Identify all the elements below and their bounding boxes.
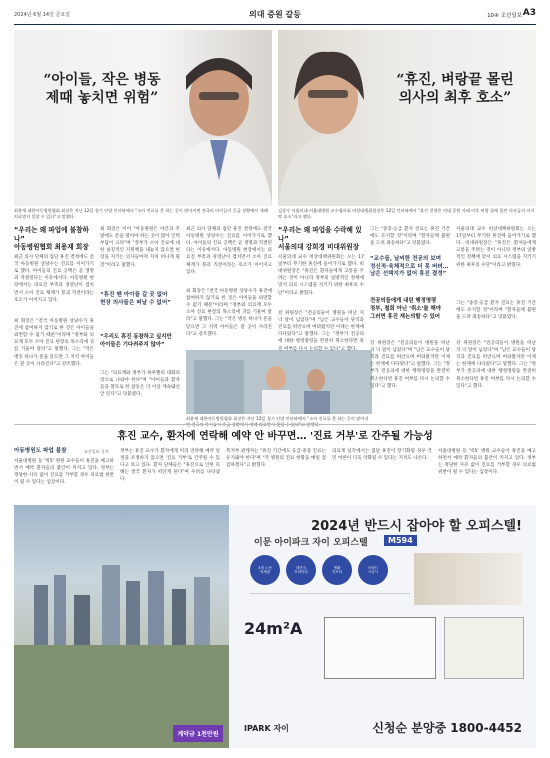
left-body-2: 최 회장은 "전국 아동병원 상당수가 휴진에 참여하지 않기로 한 것은 아이들을 외면할 수 없기 때문"이라며 "정부와 의료계 모두 소아 진료 현장의 목소리에 귀를 기울여 달라"고 말했다. 그는 "작은 병동 하나가 문을 닫으면 그 지역 아이들은 갈 곳이 사라진다"고 강조했다.	[14, 319, 94, 367]
right-body-6: 그는 "중증·응급 환자 진료는 휴진 기간에도 유지할 것"이라며 "환자들께 불편을 드려 죄송하다"고 덧붙였다.	[456, 301, 536, 321]
left-photo-caption: 최용재 대한아동병원협회 회장은 지난 12일 경기 안양 인터뷰에서 "소아 진료를 못 하는 곳이 많아지면 전국의 아이들이 응급 상황에서 제때 치료받지 못할 수 있다"고 말했다.	[14, 208, 268, 219]
bottom-body-3: 복지부 관계자는 "휴진 기간에도 응급·중증 진료는 유지돼야 한다"며 "각 병원의 진료 현황을 매일 점검하겠다"고 밝혔다.	[226, 449, 326, 469]
right-body-1: 서울의대 교수 비상대책위원회는 오는 17일부터 무기한 휴진에 들어가기로 했다. 비대위원장은 "휴진은 환자들에게 고통을 주려는 것이 아니라 정부의 일방적인 정책에 맞서 의료 시스템을 지키기 위한 최후의 수단"이라고 밝혔다.	[278, 255, 364, 296]
right-photo	[278, 30, 536, 206]
right-pull-quote: 전공의들에게 내린 행정명령 정부, 철회 아닌 ‘취소’를 해야 그러면 휴진 재논의할 수 있어	[370, 298, 441, 320]
right-body-7: 강 위원장은 "전공의들이 병원을 떠난 지 넉 달이 넘었다"며 "남은 교수들이 당직과 진료를 떠안으며 버텨왔지만 이제는 한계에 다다랐다"고 말했다. 그는 "정부가 전공의에 대한 행정명령을 완전히 취소한다면 휴진 여부를 다시 논의할 수 있다"고 했다.	[456, 341, 536, 389]
ad-subtitle: 이문 아이파크 자이 오피스텔	[254, 538, 368, 548]
inset-caption: 최용재 대한아동병원협회 회장은 지난 12일 경기 안양 인터뷰에서 "소아 진료를 못 하는 곳이 많아지	[186, 416, 369, 421]
right-subhead: “교수들, 날씨한 전공의 보며 정신적·육체적으로 더 못 버텨… 남은 선택지가 없어 휴진 결정”	[370, 256, 449, 278]
left-body-6: 최 회장은 "전국 아동병원 상당수가 휴진에 참여하지 않기로 한 것은 아이들을 외면할 수 없기 때문"이라며 "정부와 의료계 모두 소아 진료 현장의 목소리에 귀를 기울여 달라"고 말했다. 그는 "작은 병동 하나가 문을 닫으면 그 지역 아이들은 갈 곳이 사라진다"고 강조했다.	[186, 289, 272, 337]
right-body-2: 강 위원장은 "전공의들이 병원을 떠난 지 넉 달이 넘었다"며 "남은 교수들이 당직과 진료를 떠안으며 버텨왔지만 이제는 한계에 다다랐다"고 말했다. 그는 "정부가 전공의에 대한 행정명령을 완전히 취소한다면 휴진 여부를 다시 논의할 수 있다"고 했다.	[278, 311, 364, 352]
ad-phone-number[interactable]: 신청순 분양중 1800-4452	[372, 721, 522, 735]
right-body-3: 그는 "중증·응급 환자 진료는 휴진 기간에도 유지할 것"이라며 "환자들께 불편을 드려 죄송하다"고 덧붙였다.	[370, 227, 450, 247]
bottom-body-1: 서울대병원 등 '빅5' 병원 교수들이 휴진을 예고하면서 예약 환자들의 불안이 커지고 있다. 정부는 정당한 사유 없이 진료를 거부할 경우 의료법 위반이 될 수 있다는 입장이다.	[14, 459, 114, 486]
interior-photo	[414, 553, 522, 605]
ad-unit-area: 24m²A	[244, 619, 303, 638]
left-pull-quote: “우리도 휴진 동참하고 싶지만 아이들은 기다려주지 않아”	[100, 334, 172, 348]
right-body-4: 강 위원장은 "전공의들이 병원을 떠난 지 넉 달이 넘었다"며 "남은 교수들이 당직과 진료를 떠안으며 버텨왔지만 이제는 한계에 다다랐다"고 말했다. 그는 "정부가 전공의에 대한 행정명령을 완전히 취소한다면 휴진 여부를 다시 논의할 수 있다"고 했다.	[370, 341, 450, 389]
real-estate-ad[interactable]	[14, 505, 536, 748]
left-body-5: 최근 의사 단체의 집단 휴진 결정에도 전국 아동병원 상당수는 진료를 이어가기로 했다. 아이들의 진료 공백은 곧 생명과 직결된다는 이유에서다. 아동병원 현장에서는 의료진 부족과 경영난이 겹치면서 소아 진료 체계가 붕괴 직전이라는 호소가 이어지고 있다.	[186, 227, 272, 275]
feature-circle-2: 대단지 프리미엄	[286, 555, 316, 585]
bottom-body-2: 정부는 휴진 교수가 환자에게 미리 연락해 예약 일정을 조정하지 않으면 '진료 거부'로 간주될 수 있다고 보고 있다. 환자 단체들은 "휴진으로 인한 피해는 결국 환자가 떠안게 된다"며 우려를 나타냈다.	[120, 449, 220, 483]
issue-date: 2024년 6월 14일 금요일	[14, 12, 71, 18]
inset-photo	[186, 350, 372, 414]
right-quote: “휴진, 벼랑끝 몰린 의사의 최후 호소”	[396, 72, 514, 106]
feature-circle-1: 4개 노선 역세권	[250, 555, 280, 585]
ad-info-lines	[250, 593, 410, 616]
bottom-body-5: 서울대병원 등 '빅5' 병원 교수들이 휴진을 예고하면서 예약 환자들의 불안이 커지고 있다. 정부는 정당한 사유 없이 진료를 거부할 경우 의료법 위반이 될 수 있다는 입장이다.	[438, 449, 536, 476]
ad-brand: IPARK 자이	[244, 724, 289, 733]
left-body-3: 최 회장은 이어 "아동병원은 야간과 주말에도 문을 열어야 하는 곳이 많아 인력 부담이 크다"며 "정부가 소아 진료에 대한 실질적인 지원책을 내놓지 않으면 현장을 지키는 의사들마저 지쳐 떠나게 될 것"이라고 말했다.	[100, 227, 180, 268]
left-photo	[14, 30, 272, 206]
left-body-4: 그는 "의료계와 정부가 하루빨리 대화의 장으로 나와야 한다"며 "아이들과 환자들을 볼모로 한 갈등은 더 이상 계속돼선 안 된다"고 덧붙였다.	[100, 371, 180, 398]
bottom-body-4: 의료계 일각에서는 집단 휴진이 장기화될 경우 국민 여론이 더욱 악화될 수 있다는 지적도 나온다.	[332, 449, 432, 462]
page-header	[14, 8, 536, 25]
left-headline: “우리는 왜 파업에 불참하나” 아동병원협회 최용재 회장	[14, 226, 89, 252]
left-body-1: 최근 의사 단체의 집단 휴진 결정에도 전국 아동병원 상당수는 진료를 이어가기로 했다. 아이들의 진료 공백은 곧 생명과 직결된다는 이유에서다. 아동병원 현장에서는 의료진 부족과 경영난이 겹치면서 소아 진료 체계가 붕괴 직전이라는 호소가 이어지고 있다.	[14, 255, 94, 303]
city-skyline-image	[14, 505, 229, 748]
bottom-byline: 조선일보 기자	[84, 449, 109, 454]
paper-name: 10④ 조선일보	[487, 13, 522, 19]
feature-circle-3: 생활 인프라	[322, 555, 352, 585]
ad-title: 2024년 반드시 잡아야 할 오피스텔!	[311, 519, 522, 534]
ad-model-label: M594	[384, 535, 417, 546]
feature-circle-4: 브랜드 시공사	[358, 555, 388, 585]
right-body-5: 서울의대 교수 비상대책위원회는 오는 17일부터 무기한 휴진에 들어가기로 했다. 비대위원장은 "휴진은 환자들에게 고통을 주려는 것이 아니라 정부의 일방적인 정책에 맞서 의료 시스템을 지키기 위한 최후의 수단"이라고 밝혔다.	[456, 227, 536, 268]
bottom-subhead: 아동병원도 파업 불참	[14, 448, 67, 454]
right-photo-caption: 김창수 서울의대·서울대병원 교수협의회 비상대책위원장은 12일 인터뷰에서 "휴진 결정은 의대 증원 사태 이후 벼랑 끝에 몰린 의사들의 마지막 호소"라고 했다.	[278, 208, 535, 219]
left-subhead: “휴진 땐 아이들 갈 곳 없어 현장 의사들은 떠날 수 없어”	[100, 292, 171, 306]
page-number: A3	[522, 8, 536, 18]
ad-badge: 계약금 1천만원	[173, 725, 223, 742]
professor-portrait-image	[278, 30, 536, 206]
ad-aerial-image	[14, 505, 229, 748]
section-title: 의대 증원 갈등	[249, 10, 301, 19]
left-quote: “아이들, 작은 병동 제때 놓치면 위험”	[43, 72, 161, 106]
hospital-scene-image	[186, 350, 372, 414]
doctor-portrait-image	[14, 30, 272, 206]
section-divider	[14, 424, 536, 425]
floor-plan	[324, 617, 436, 679]
right-headline: “우리는 왜 파업을 수락해 있나” 서울의대 강희경 비대위원장	[278, 226, 362, 252]
location-map	[444, 617, 524, 679]
bottom-headline: 휴진 교수, 환자에 연락해 예약 안 바꾸면… '진료 거부'로 간주될 가능성	[117, 431, 433, 442]
